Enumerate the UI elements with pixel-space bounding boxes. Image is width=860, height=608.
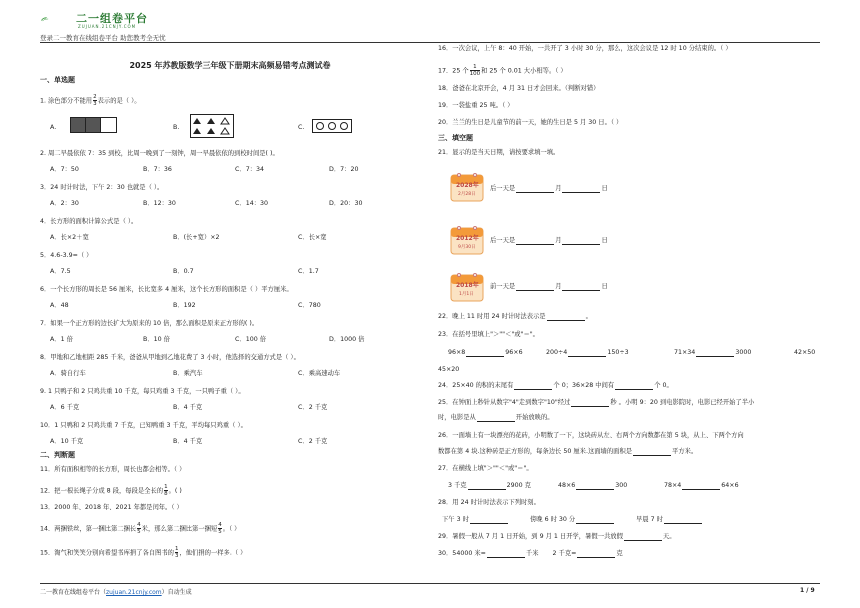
logo-icon: [40, 6, 76, 32]
q27-expr-1: 3 千克 2900 克: [448, 482, 531, 489]
question-25-line-2: 时，电影是从 开始放映的。: [438, 414, 554, 421]
q4-option-c[interactable]: C．长×宽: [298, 234, 327, 241]
q28-time-2: 傍晚 6 时 30 分: [530, 516, 615, 524]
q7-option-d[interactable]: D．1000 倍: [329, 336, 365, 343]
question-28: 28．用 24 时计时法表示下列时刻。: [438, 499, 540, 506]
calendar-date-2: 9月30日: [458, 245, 476, 250]
q5-option-b[interactable]: B．0.7: [173, 268, 194, 275]
question-2: 2. 周二早晨依依 7：35 到校，比周一晚到了一刻钟，周一早晨依依的到校时间是( )。: [40, 150, 279, 157]
q1-option-b[interactable]: B.: [173, 124, 180, 131]
calendar-year-1: 2028年: [456, 182, 479, 189]
footer-source: 二一教育在线组卷平台（zujuan.21cnjy.com）自动生成: [40, 589, 192, 596]
question-20: 20．兰兰的生日是儿童节的前一天，她的生日是 5 月 30 日。（ ）: [438, 119, 623, 126]
q23-expr-2: 200÷4 150÷3: [546, 349, 629, 356]
question-27: 27．在横线上填"＞""＜"或"＝"。: [438, 465, 533, 472]
question-5: 5．4.6-3.9=（ ）: [40, 252, 93, 259]
question-19: 19．一袋盐重 25 吨。（ ）: [438, 102, 514, 109]
header-divider: [40, 42, 820, 43]
question-25-line-1: 25．在钟面上秒针从数字"4"走到数字"10"经过 秒 。小明 9：20 到电影院时，电影已经开始了半小: [438, 399, 755, 406]
page-title: 2025 年苏教版数学三年级下册期末高频易错考点测试卷: [129, 61, 331, 70]
q1-figure-c: [312, 119, 352, 133]
q4-option-b[interactable]: B．(长+宽）×2: [173, 234, 220, 241]
q23-expr-1: 96×8 96×6: [448, 349, 523, 356]
q21-line-2: 后一天是 月 日: [490, 237, 608, 244]
q7-option-c[interactable]: C．100 倍: [235, 336, 267, 343]
q1-option-c[interactable]: C.: [298, 124, 305, 131]
question-8: 8．甲地和乙地相距 285 千米，爸爸从甲地到乙地花费了 3 小时，他选择的交通方式是（ ）。: [40, 354, 300, 361]
header-slogan: 登录二一教育在线组卷平台 助您教考全无忧: [40, 34, 166, 42]
q1-figure-a: [70, 117, 118, 133]
q10-option-a[interactable]: A．10 千克: [50, 438, 84, 445]
q2-option-a[interactable]: A．7：50: [50, 166, 79, 173]
q3-option-d[interactable]: D．20：30: [329, 200, 363, 207]
q1-option-a[interactable]: A.: [50, 124, 57, 131]
question-23: 23．在括号里填上"＞""＜"或"＝"。: [438, 331, 539, 338]
q8-option-c[interactable]: C．乘高速动车: [298, 370, 341, 377]
calendar-year-3: 2018年: [456, 282, 479, 289]
page-number: 1 / 9: [800, 587, 815, 594]
q2-option-c[interactable]: C．7：34: [235, 166, 265, 173]
calendar-date-3: 1月1日: [459, 292, 474, 297]
section-fill-in: 三、填空题: [438, 134, 473, 142]
q23-expr-4-right: 45×20: [438, 366, 460, 373]
question-12: 12．把一根长绳子分成 8 段，每段是全长的 $\frac{1}{8}$ 。( ): [40, 484, 182, 497]
question-14: 14．两捆铁丝，第一捆比第二捆长 $\frac{4}{5}$ 米，那么第二捆比第一捆短 $\frac{4}{5}$ 。（ ）: [40, 522, 241, 535]
question-15: 15．淘气和笑笑分别向希望书库捐了各自图书的 $\frac{1}{3}$ ，他们捐的一样多.（ ）: [40, 546, 247, 559]
q2-option-b[interactable]: B．7：36: [143, 166, 172, 173]
footer-divider: [40, 583, 820, 584]
section-true-false: 二、判断题: [40, 451, 75, 459]
q21-line-3: 前一天是 月 日: [490, 283, 608, 290]
question-6: 6．一个长方形的周长是 56 厘米，长比宽多 4 厘米，这个长方形的面积是（ ）平方厘米。: [40, 286, 293, 293]
q3-option-a[interactable]: A．2：30: [50, 200, 79, 207]
question-1: 1. 涂色部分不能用 $\frac{2}{3}$ 表示的是（ ）。: [40, 94, 141, 107]
question-21: 21．显示的是当天日期，请按要求填一填。: [438, 149, 560, 156]
q8-option-a[interactable]: A．骑自行车: [50, 370, 86, 377]
q9-option-b[interactable]: B．4 千克: [173, 404, 203, 411]
q10-option-c[interactable]: C．2 千克: [298, 438, 328, 445]
question-3: 3．24 时计时法，下午 2：30 也就是（ ）。: [40, 184, 164, 191]
question-4: 4．长方形的面积计算公式是（ ）。: [40, 218, 138, 225]
q5-option-c[interactable]: C．1.7: [298, 268, 319, 275]
question-16: 16．一次会议，上午 8：40 开始，一共开了 3 小时 30 分，那么，这次会议是 12 时 10 分结束的。（ ）: [438, 45, 732, 52]
question-22: 22．晚上 11 时用 24 时计时法表示是 。: [438, 313, 592, 320]
q5-option-a[interactable]: A．7.5: [50, 268, 71, 275]
question-30: 30．54000 米= 千米 2 千克= 克: [438, 550, 623, 557]
footer-link[interactable]: zujuan.21cnjy.com: [106, 589, 162, 596]
q28-time-1: 下午 3 时: [442, 516, 509, 524]
q27-expr-3: 78×4 64×6: [664, 482, 739, 489]
question-10: 10．1 只鸭和 2 只鸡共重 7 千克，已知鸭重 3 千克，平均每只鸡重（ ）。: [40, 422, 247, 429]
question-11: 11．所有面积相等的长方形，周长也都会相等。（ ）: [40, 466, 186, 473]
q4-option-a[interactable]: A．长×2＋宽: [50, 234, 89, 241]
q3-option-c[interactable]: C．14：30: [235, 200, 269, 207]
q6-option-a[interactable]: A．48: [50, 302, 69, 309]
q6-option-c[interactable]: C．780: [298, 302, 321, 309]
q2-option-d[interactable]: D．7：20: [329, 166, 359, 173]
q7-option-a[interactable]: A．1 倍: [50, 336, 73, 343]
q7-option-b[interactable]: B．10 倍: [143, 336, 170, 343]
q23-expr-3: 71×34 3000: [674, 349, 752, 356]
logo-text: 二一组卷平台: [76, 12, 148, 25]
logo-subtext: ZUJUAN.21CNJY.COM: [78, 24, 137, 29]
q10-option-b[interactable]: B．4 千克: [173, 438, 203, 445]
question-29: 29．暑假一般从 7 月 1 日开始，到 9 月 1 日开学，暑假一共放假 天。: [438, 533, 676, 540]
q28-time-3: 早晨 7 时: [636, 516, 703, 524]
calendar-date-1: 2月28日: [458, 192, 476, 197]
calendar-year-2: 2012年: [456, 235, 479, 242]
section-single-choice: 一、单选题: [40, 76, 75, 84]
q6-option-b[interactable]: B．192: [173, 302, 196, 309]
q21-line-1: 后一天是 月 日: [490, 185, 608, 192]
q1-figure-b: [190, 114, 234, 138]
question-18: 18．爸爸在北京开会，4 月 31 日才会回来。（判断对错）: [438, 85, 600, 92]
question-13: 13．2000 年、2018 年、2021 年都是闰年。（ ）: [40, 504, 183, 511]
question-17: 17．25 个 $\frac{1}{100}$ 和 25 个 0.01 大小相等。（ ）: [438, 64, 567, 77]
q3-option-b[interactable]: B．12：30: [143, 200, 176, 207]
question-9: 9. 1 只鸭子和 2 只鸡共重 10 千克，每只鸡重 3 千克，一只鸭子重（ ）。: [40, 388, 245, 395]
question-26-line-2: 数都在第 4 块.这种砖是正方形的，每条边长 50 厘米.这面墙的面积是 平方米。: [438, 448, 698, 455]
q9-option-c[interactable]: C．2 千克: [298, 404, 328, 411]
q27-expr-2: 48×6 300: [558, 482, 628, 489]
question-24: 24．25×40 的积的末尾有 个 0；36×28 中间有 个 0。: [438, 382, 673, 389]
q23-expr-4-left: 42×50: [794, 349, 816, 356]
question-7: 7．如果一个正方形的边长扩大为原来的 10 倍，那么面积是原来正方形的( )。: [40, 320, 259, 327]
question-26-line-1: 26．一面墙上有一块漂亮的花砖，小明数了一下，这块砖从左、右两个方向数都在第 5 块，从上、下两个方向: [438, 432, 744, 439]
q8-option-b[interactable]: B．乘汽车: [173, 370, 203, 377]
q9-option-a[interactable]: A．6 千克: [50, 404, 80, 411]
